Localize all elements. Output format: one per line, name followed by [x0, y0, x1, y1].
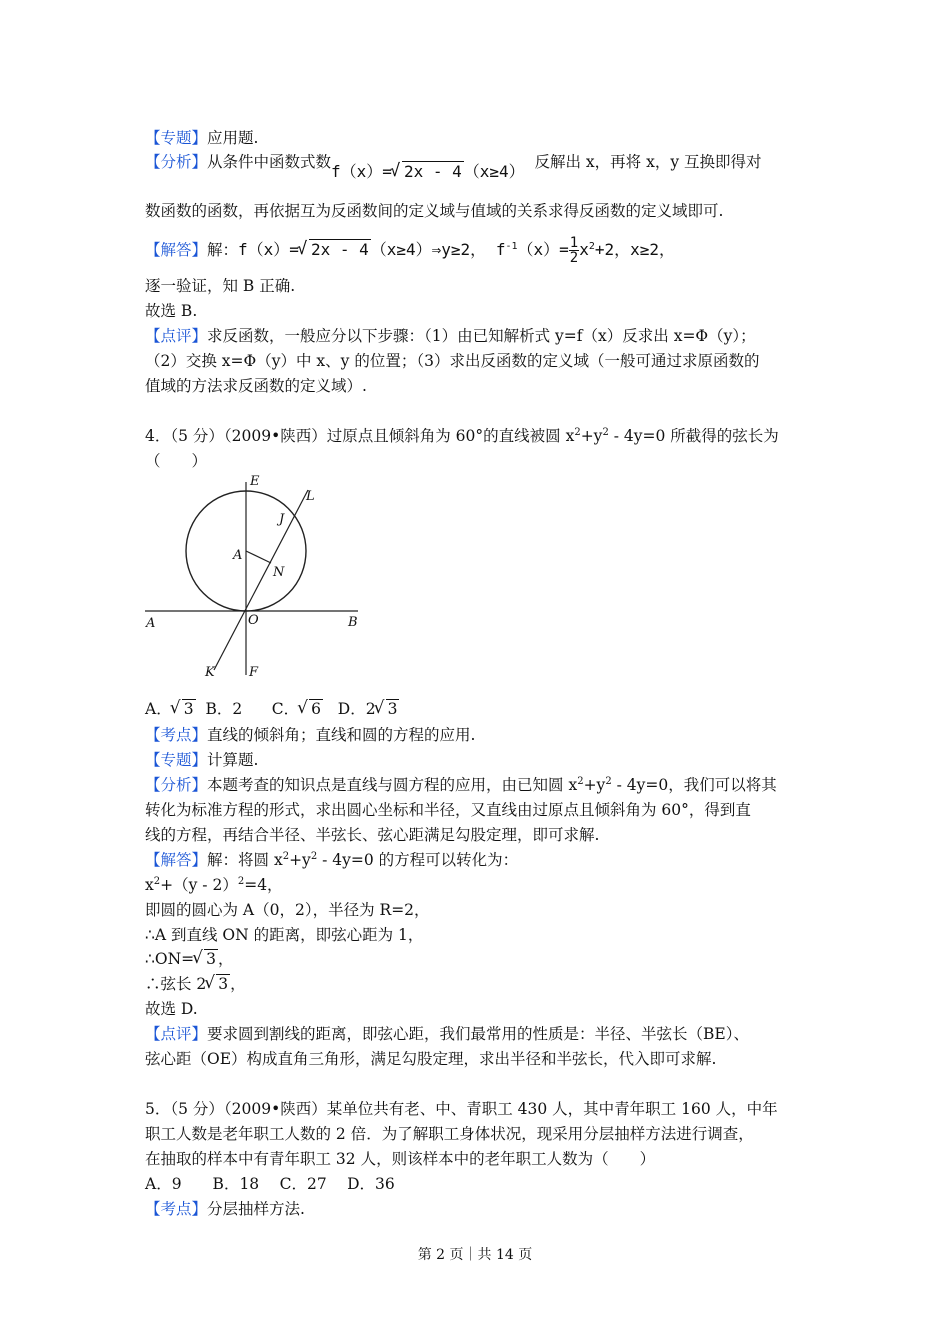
segment-AN — [246, 551, 271, 563]
line-KL — [214, 490, 308, 670]
q4-options: A．√ 3 B．2 C．√ 6 D．2√ 3 — [145, 699, 399, 719]
q5-stem-line2: 职工人数是老年职工人数的 2 倍．为了解职工身体状况，现采用分层抽样方法进行调查， — [145, 1125, 754, 1143]
q3-zhuanti-line: 【专题】应用题. — [145, 129, 259, 147]
q3-dianping-line1: 【点评】求反函数，一般应分以下步骤：（1）由已知解析式 y=f（x）反求出 x=Φ（y）； — [145, 327, 756, 345]
q3-fenxi-line2: 数函数的函数，再依据互为反函数间的定义域与值域的关系求得反函数的定义域即可. — [145, 202, 724, 220]
q5-stem-line3: 在抽取的样本中有青年职工 32 人，则该样本中的老年职工人数为（ ） — [145, 1150, 656, 1168]
tag-jieda: 【解答】 — [145, 241, 208, 259]
q3-jieda-line: 【解答】解：f（x）=√ 2x - 4 （x≥4）⇒y≥2， $f^{-1}(x)=$ $\frac{1}{2}$ $x^2+2$，x≥2， — [145, 236, 675, 265]
q3-dianping-line2: （2）交换 x=Φ（y）中 x、y 的位置；（3）求出反函数的定义域（一般可通过求原函数的 — [145, 352, 760, 370]
q3-jieda-line2: 逐一验证，知 B 正确. — [145, 277, 296, 295]
tag-zhuanti: 【专题】 — [145, 129, 208, 147]
q4-jieda-line5: ∴ON=√ 3 ， — [145, 949, 234, 969]
tag-dianping: 【点评】 — [145, 1025, 208, 1043]
tag-kaodian: 【考点】 — [145, 726, 208, 744]
q4-jieda-line1: 【解答】解：将圆 $x^2+y^2 - 4y=0$ 的方程可以转化为： — [145, 851, 519, 869]
q4-stem-line1: 4．（5 分）（2009•陕西）过原点且倾斜角为 60°的直线被圆 $x^2+y^2 - 4y=0$ 所截得的弦长为 — [145, 427, 779, 445]
q4-dianping-line1: 【点评】要求圆到割线的距离，即弦心距，我们最常用的性质是：半径、半弦长（BE）、 — [145, 1025, 749, 1043]
q4-jieda-line3: 即圆的圆心为 A（0，2），半径为 R=2， — [145, 901, 430, 919]
formula-solution: f（x）=√ 2x - 4 （x≥4）⇒y≥2， $f^{-1}(x)=$ $\frac{1}{2}$ $x^2+2$，x≥2， — [238, 240, 675, 259]
q4-fenxi-line2: 转化为标准方程的形式，求出圆心坐标和半径，又直线由过原点且倾斜角为 60°，得到直 — [145, 801, 751, 819]
label-A-left: A — [146, 616, 156, 631]
label-E: E — [250, 474, 260, 489]
q5-stem-line1: 5．（5 分）（2009•陕西）某单位共有老、中、青职工 430 人，其中青年职工 160 人，中年 — [145, 1100, 778, 1118]
label-N: N — [273, 565, 285, 580]
label-A-center: A — [233, 548, 243, 563]
q3-jieda-line3: 故选 B. — [145, 302, 198, 320]
q5-options: A．9 B．18 C．27 D．36 — [145, 1175, 395, 1193]
q4-jieda-line4: ∴A 到直线 ON 的距离，即弦心距为 1， — [145, 926, 424, 944]
label-L: L — [306, 489, 315, 504]
q4-fenxi-line3: 线的方程，再结合半径、半弦长、弦心距满足勾股定理，即可求解. — [145, 826, 600, 844]
tag-fenxi: 【分析】 — [145, 153, 208, 171]
page-footer: 第 2 页｜共 14 页 — [417, 1247, 533, 1263]
tag-kaodian: 【考点】 — [145, 1200, 208, 1218]
formula-f: f（x）=√ 2x - 4 （x≥4） — [331, 162, 525, 181]
label-K: K — [205, 665, 215, 680]
label-O: O — [248, 613, 259, 628]
tag-jieda: 【解答】 — [145, 851, 208, 869]
label-F: F — [249, 665, 259, 680]
tag-fenxi: 【分析】 — [145, 776, 208, 794]
q4-jieda-line2: $x^2+(y - 2)^2=4$， — [145, 876, 283, 894]
circle-line-figure — [140, 470, 370, 685]
tag-zhuanti: 【专题】 — [145, 751, 208, 769]
q5-kaodian: 【考点】分层抽样方法. — [145, 1200, 305, 1218]
label-B: B — [348, 615, 358, 630]
q3-dianping-line3: 值域的方法求反函数的定义域）. — [145, 377, 367, 395]
q4-jieda-line6: ∴弦长 2√ 3 ， — [145, 974, 246, 994]
q4-zhuanti: 【专题】计算题. — [145, 751, 259, 769]
tag-dianping: 【点评】 — [145, 327, 208, 345]
label-J: J — [279, 512, 285, 527]
q4-stem-line2: （ ） — [145, 452, 208, 470]
q3-fenxi-line: 【分析】从条件中函数式数f（x）=√ 2x - 4 （x≥4） 反解出 x，再将 x，y 互换即得对 — [145, 152, 762, 172]
q4-fenxi-line1: 【分析】本题考查的知识点是直线与圆方程的应用，由已知圆 $x^2+y^2 - 4y=0$，我们可以将其 — [145, 776, 777, 794]
q4-jieda-line7: 故选 D. — [145, 1000, 198, 1018]
q4-dianping-line2: 弦心距（OE）构成直角三角形，满足勾股定理，求出半径和半弦长，代入即可求解. — [145, 1050, 717, 1068]
q4-kaodian: 【考点】直线的倾斜角；直线和圆的方程的应用. — [145, 726, 476, 744]
